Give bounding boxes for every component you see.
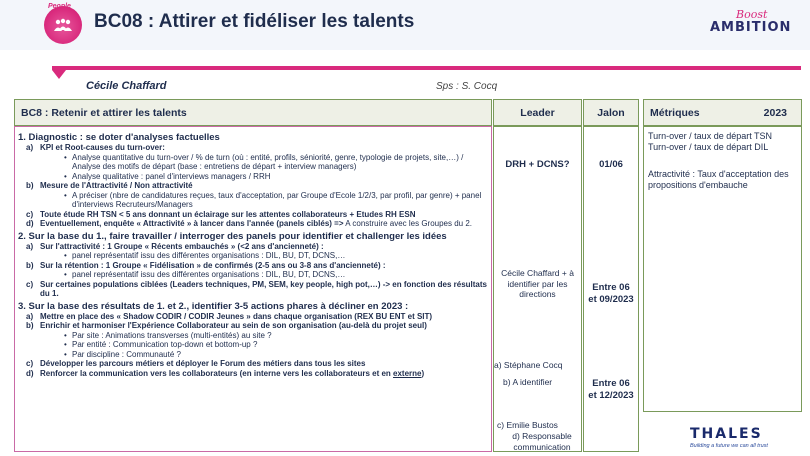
leader-3c: c) Emilie Bustos [497,420,558,430]
people-group-icon [53,18,73,34]
metrics-label: Métriques [650,106,700,119]
section-2a: a) Sur l'attractivité : 1 Groupe « Récents embauchés » (<2 ans d'ancienneté) : [26,241,324,251]
thales-logo [690,426,804,454]
section-2c: c) Sur certaines populations ciblées (Leaders techniques, PM, SEM, key people, high pot,…) -> en fonction des résultats du 1. [26,279,487,298]
pink-pointer-icon [52,70,66,79]
section-2b: b) Sur la rétention : 1 Groupe « Fidélisation » de confirmés (2-5 ans ou 3-8 ans d'ancienneté) : [26,260,386,270]
metrics-year: 2023 [763,106,787,119]
section-1c: c) Toute étude RH TSN < 5 ans donnant un éclairage sur les attentes collaborateurs + Etudes RH ESN [26,209,416,219]
people-logo [44,3,82,44]
section-1a: a) KPI et Root-causes du turn-over: [26,143,165,152]
metric-turnover-tsn: Turn-over / taux de départ TSN [648,131,773,141]
thales-wordmark: THALES [690,426,763,442]
section-3b-bullet-3: • Par discipline : Communauté ? [18,350,490,360]
left-column-header: BC8 : Retenir et attirer les talents [14,99,492,126]
leader-1: DRH + DCNS? [505,159,570,170]
actions-content [18,130,490,378]
section-3a: a) Mettre en place des « Shadow CODIR / CODIR Jeunes » dans chaque organisation (REX BU ENT et SIT) [26,311,433,321]
boost-ambition-logo [708,10,796,40]
owner-name: Cécile Chaffard [86,80,167,92]
page-title: BC08 : Attirer et fidéliser les talents [94,11,415,32]
leader-column-header: Leader [493,99,582,126]
section-1b: b) Mesure de l'Attractivité / Non attractivité [26,181,193,190]
leader-3d: d) Responsable communication [512,431,572,452]
jalon-3: Entre 06 et 12/2023 [588,378,634,401]
section-1a-bullet-1: • Analyse quantitative du turn-over / % de turn (où : entité, profils, séniorité, genre, typologie de projets, site,…) / Analyse des motifs de départ (base : entretiens de départ + interview managers) [18,153,490,172]
section-3-title: 3. Sur la base des résultats de 1. et 2., identifier 3-5 actions phares à décliner en 2023 : [18,300,409,312]
ambition-logo-word: AMBITION [710,20,792,35]
section-3b-bullet-1: • Par site : Animations transverses (multi-entités) au site ? [18,331,490,341]
section-1a-bullet-2: • Analyse qualitative : panel d'interviews managers / RRH [18,172,490,182]
metric-attractivite: Attractivité : Taux d'acceptation des propositions d'embauche [648,169,789,190]
metric-turnover-dil: Turn-over / taux de départ DIL [648,142,769,152]
metrics-column-header [643,99,802,126]
leader-2: Cécile Chaffard + à identifier par les directions [501,268,574,299]
section-3d: d) Renforcer la communication vers les collaborateurs (en interne vers les collaborateurs et en externe) [26,368,425,378]
sponsor-name: Sps : S. Cocq [436,81,498,92]
section-3b: b) Enrichir et harmoniser l'Expérience Collaborateur au sein de son organisation (au-delà du projet seul) [26,321,427,330]
jalon-2: Entre 06 et 09/2023 [588,282,634,305]
section-1b-bullet-1: • A préciser (nbre de candidatures reçues, taux d'acceptation, par Groupe d'Ecole 1/2/3, par profil, par genre) + panel d'interviews Recruteurs/Managers [18,191,490,210]
section-2-title: 2. Sur la base du 1., faire travailler / interroger des panels pour identifier et challenger les idées [18,230,447,242]
slide-header [0,0,810,50]
section-3b-bullet-2: • Par entité : Communication top-down et bottom-up ? [18,340,490,350]
thales-tagline: Building a future we can all trust [690,443,768,449]
leader-3a: a) Stéphane Cocq [494,360,563,370]
pink-divider [52,66,801,70]
section-2a-bullet-1: • panel représentatif issu des différentes organisations : DIL, BU, DT, DCNS,… [18,251,490,261]
boost-logo-script: Boost [736,8,768,21]
section-1-title: 1. Diagnostic : se doter d'analyses factuelles [18,132,220,143]
section-1d: d) Eventuellement, enquête « Attractivité » à lancer dans l'année (panels ciblés) => A construire avec les Groupes du 2. [26,219,473,228]
leader-3b: b) A identifier [503,377,553,387]
section-3c: c) Développer les parcours métiers et déployer le Forum des métiers dans tous les sites [26,359,366,368]
externe-link: externe [393,368,422,378]
jalon-1: 01/06 [599,159,623,170]
jalon-column-header: Jalon [583,99,639,126]
people-logo-text: People [48,3,71,10]
section-2b-bullet-1: • panel représentatif issu des différentes organisations : DIL, BU, DT, DCNS,… [18,270,490,280]
